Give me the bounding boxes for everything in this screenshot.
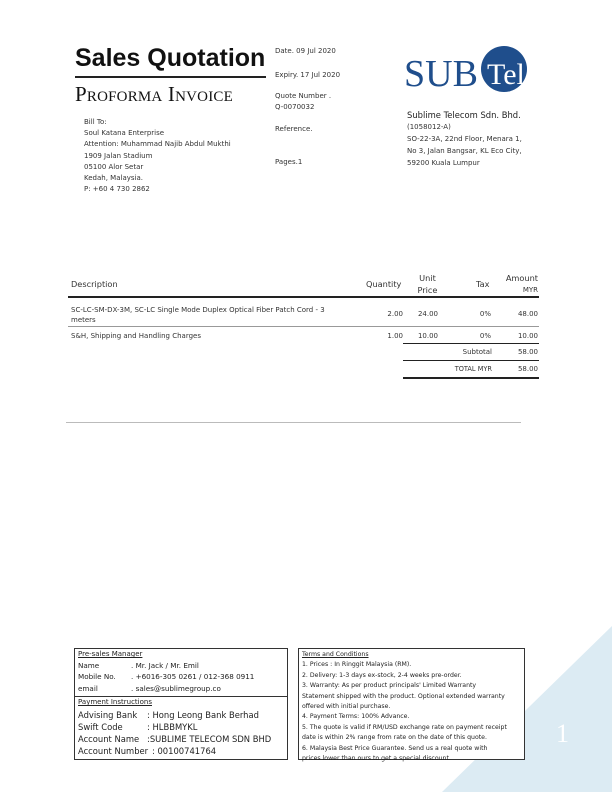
bill-to-line: 05100 Alor Setar — [84, 162, 144, 171]
terms-line: 2. Delivery: 1-3 days ex-stock, 2-4 weeks pre-order. — [302, 671, 462, 679]
swift-label: Swift Code — [78, 722, 123, 732]
bill-to-line: Soul Katana Enterprise — [84, 129, 165, 138]
company-address-line: SO-22-3A, 22nd Floor, Menara 1, — [407, 135, 522, 143]
page-title: Sales Quotation — [75, 44, 266, 72]
col-header-unit: Unit — [419, 273, 436, 283]
col-header-currency: MYR — [522, 286, 538, 294]
section-divider — [66, 422, 521, 423]
swift-value: : HLBBMYKL — [147, 722, 198, 732]
terms-text — [302, 650, 507, 764]
row-quantity: 2.00 — [387, 310, 403, 318]
row-amount: 48.00 — [517, 310, 538, 318]
total-value: 58.00 — [517, 365, 538, 373]
terms-line: 1. Prices : In Ringgit Malaysia (RM). — [302, 661, 412, 669]
company-address-line: (1058012-A) — [407, 123, 451, 131]
presales-name-label: Name — [78, 661, 100, 670]
company-logo — [404, 44, 528, 96]
terms-line: 6. Malaysia Best Price Guarantee. Send us a real quote with — [302, 744, 488, 752]
terms-heading: Terms and Conditions — [302, 651, 369, 658]
total-double-rule — [403, 377, 539, 379]
page-number: 1 — [556, 719, 569, 748]
payment-heading: Payment Instructions — [78, 698, 152, 706]
presales-email: . sales@sublimegroup.co — [131, 684, 221, 693]
row-unit-price: 24.00 — [417, 310, 438, 318]
bill-to-line: P: +60 4 730 2862 — [84, 185, 150, 194]
payment-box — [74, 648, 288, 760]
col-header-amount: Amount — [505, 273, 538, 283]
presales-name: . Mr. Jack / Mr. Emil — [131, 661, 199, 670]
account-number-value: : 00100741764 — [152, 746, 217, 756]
row-amount: 10.00 — [517, 332, 538, 340]
total-rule — [403, 360, 539, 361]
row-quantity: 1.00 — [387, 332, 403, 340]
account-name-value: :SUBLIME TELECOM SDN BHD — [147, 734, 272, 744]
row-tax: 0% — [479, 332, 491, 340]
quote-date: Date. 09 Jul 2020 — [275, 47, 336, 55]
subtotal-rule — [403, 343, 539, 344]
terms-box — [298, 648, 525, 763]
terms-line: 3. Warranty: As per product principals' Limited Warranty — [302, 682, 477, 690]
row-description-cont: meters — [71, 316, 96, 324]
table-row — [71, 305, 351, 325]
terms-line: Statement shipped with the product. Optional extended warranty — [302, 692, 505, 700]
terms-line: 5. The quote is valid if RM/USD exchange rate on payment receipt — [302, 723, 507, 731]
company-address — [407, 121, 522, 169]
col-header-tax: Tax — [476, 279, 490, 289]
account-name-label: Account Name — [78, 734, 140, 744]
quote-reference: Reference. — [275, 125, 313, 133]
terms-line: prices lower than ours to get a special discount. — [302, 755, 451, 763]
row-tax: 0% — [479, 310, 491, 318]
terms-line: offered with initial purchase. — [302, 703, 391, 711]
bank-value: : Hong Leong Bank Berhad — [147, 710, 259, 720]
logo-text-circle: Tel — [487, 58, 525, 91]
page-subtitle: Proforma Invoice — [75, 82, 233, 106]
presales-email-label: email — [78, 684, 98, 693]
row-unit-price: 10.00 — [417, 332, 438, 340]
subtotal-value: 58.00 — [517, 348, 538, 356]
row-description: S&H, Shipping and Handling Charges — [71, 332, 201, 340]
terms-line: 4. Payment Terms: 100% Advance. — [302, 713, 410, 721]
table-header-rule — [68, 296, 539, 298]
quote-number-label: Quote Number . — [275, 92, 332, 100]
company-address-line: 59200 Kuala Lumpur — [407, 159, 480, 167]
company-address-line: No 3, Jalan Bangsar, KL Eco City, — [407, 147, 522, 155]
quote-expiry: Expiry. 17 Jul 2020 — [275, 71, 341, 79]
bill-to-line: 1909 Jalan Stadium — [84, 151, 153, 160]
bill-to-block — [84, 117, 231, 195]
col-header-price: Price — [417, 285, 438, 295]
terms-line: date is within 2% range from rate on the date of this quote. — [302, 734, 487, 742]
bank-label: Advising Bank — [78, 710, 138, 720]
payment-divider — [75, 696, 287, 697]
bill-to-line: Kedah, Malaysia. — [84, 174, 143, 183]
company-name: Sublime Telecom Sdn. Bhd. — [407, 110, 521, 120]
total-label: TOTAL MYR — [454, 365, 492, 373]
quote-number: Q-0070032 — [275, 103, 315, 111]
presales-mobile-label: Mobile No. — [78, 672, 116, 681]
presales-mobile: . +6016-305 0261 / 012-368 0911 — [131, 672, 255, 681]
col-header-description: Description — [71, 279, 118, 289]
quote-pages: Pages.1 — [275, 158, 303, 166]
subtotal-label: Subtotal — [462, 348, 492, 356]
col-header-quantity: Quantity — [366, 279, 402, 289]
presales-heading: Pre-sales Manager — [78, 650, 143, 658]
title-underline — [75, 76, 266, 78]
logo-text: SUB — [404, 53, 478, 95]
row-description: SC-LC-SM-DX-3M, SC-LC Single Mode Duplex Optical Fiber Patch Cord - 3 — [71, 306, 325, 314]
bill-to-label: Bill To: — [84, 118, 107, 126]
account-number-label: Account Number — [78, 746, 149, 756]
row-divider — [68, 326, 539, 327]
bill-to-line: Attention: Muhammad Najib Abdul Mukthi — [84, 140, 231, 149]
